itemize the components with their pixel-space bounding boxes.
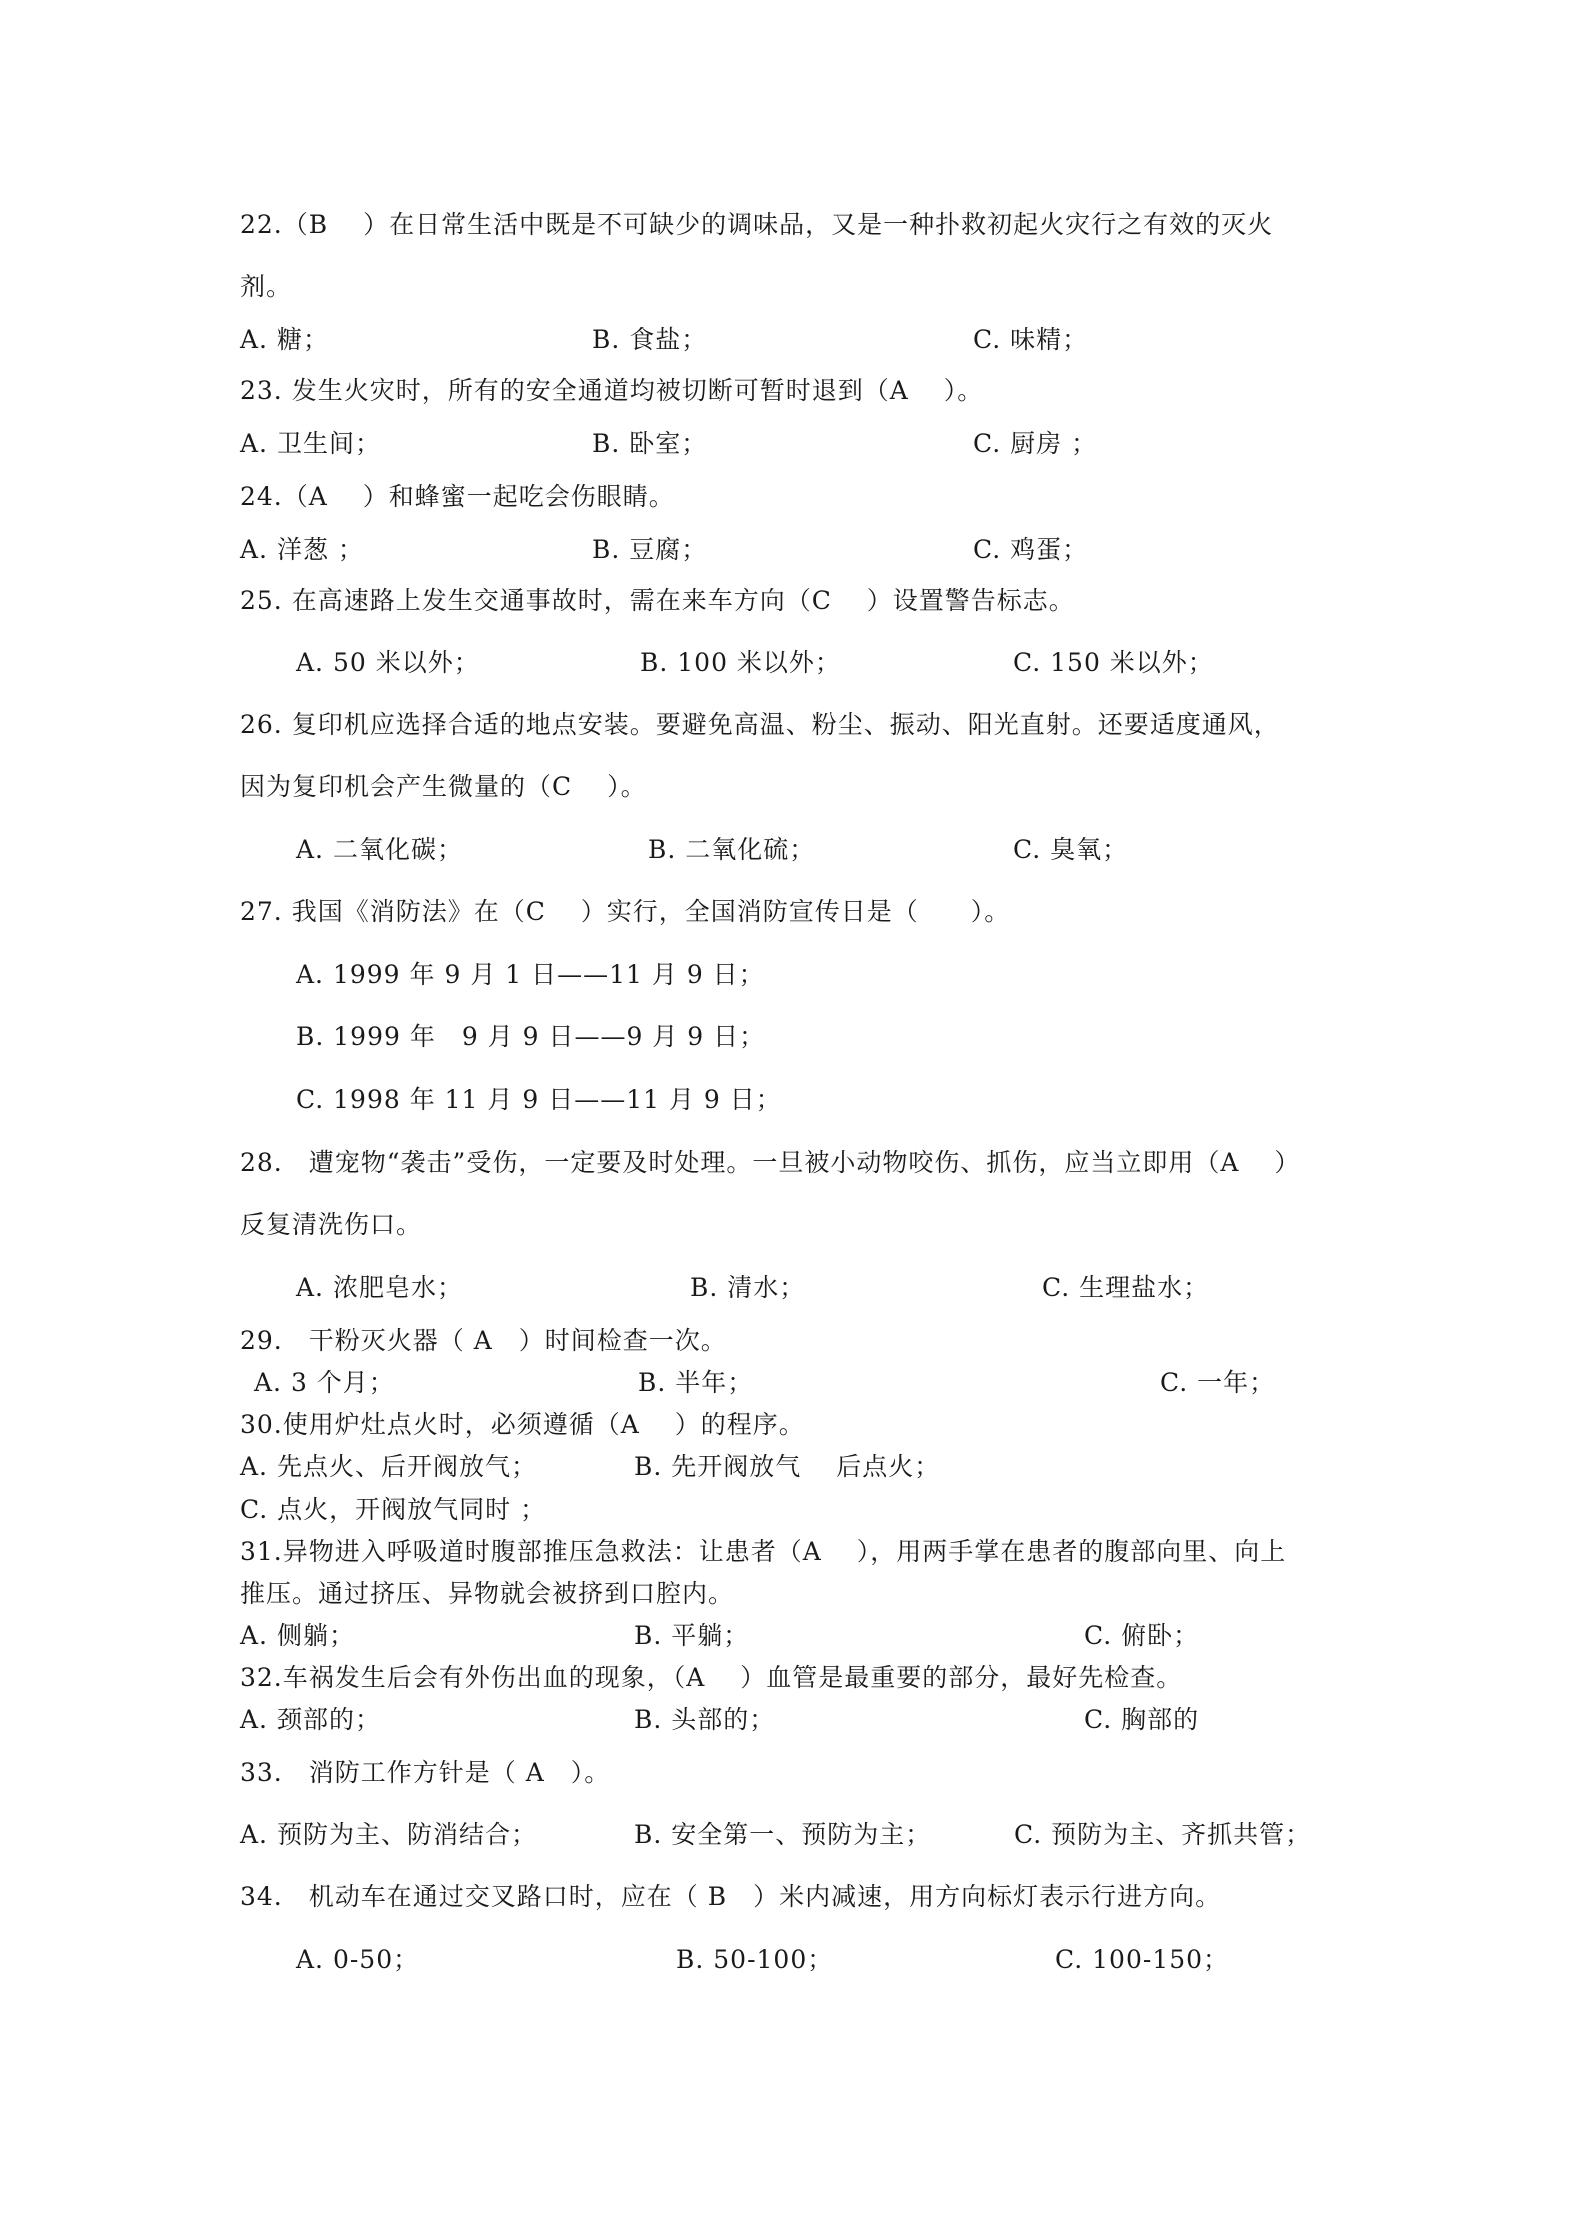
- question-25-option-a: A. 50 米以外；: [296, 648, 480, 677]
- question-33-option-c: C. 预防为主、齐抓共管；: [1014, 1820, 1312, 1849]
- question-31-text-line-2: 推压。通过挤压、异物就会被挤到口腔内。: [240, 1579, 735, 1608]
- question-32-text: 32.车祸发生后会有外伤出血的现象，（A ）血管是最重要的部分，最好先检查。: [240, 1663, 1183, 1692]
- question-30-option-c: C. 点火，开阀放气同时 ；: [240, 1495, 547, 1524]
- question-27-option-b: B. 1999 年 9 月 9 日——9 月 9 日；: [296, 1022, 766, 1051]
- question-33-option-a: A. 预防为主、防消结合；: [240, 1820, 537, 1849]
- question-34-text: 34. 机动车在通过交叉路口时，应在（ B ）米内减速，用方向标灯表示行进方向。: [240, 1882, 1222, 1911]
- question-28-option-c: C. 生理盐水；: [1042, 1273, 1210, 1302]
- question-31-option-a: A. 侧躺；: [240, 1621, 355, 1650]
- question-22-option-b: B. 食盐；: [592, 325, 708, 354]
- question-30-option-a: A. 先点火、后开阀放气；: [240, 1452, 537, 1481]
- question-27-option-c: C. 1998 年 11 月 9 日——11 月 9 日；: [296, 1085, 782, 1114]
- question-34-option-b: B. 50-100；: [676, 1945, 834, 1974]
- question-26-text-line-2: 因为复印机会产生微量的（C ）。: [240, 772, 647, 801]
- question-28-option-a: A. 浓肥皂水；: [296, 1273, 463, 1302]
- question-26-option-b: B. 二氧化硫；: [648, 835, 816, 864]
- question-32-option-a: A. 颈部的；: [240, 1705, 381, 1734]
- question-24-text: 24.（A ）和蜂蜜一起吃会伤眼睛。: [240, 482, 675, 511]
- question-34-option-a: A. 0-50；: [296, 1945, 420, 1974]
- question-31-option-c: C. 俯卧；: [1084, 1621, 1200, 1650]
- question-28-text-line-2: 反复清洗伤口。: [240, 1210, 423, 1239]
- question-24-option-a: A. 洋葱 ；: [240, 535, 364, 564]
- question-22-text-line-2: 剂。: [240, 272, 293, 301]
- question-23-text: 23. 发生火灾时，所有的安全通道均被切断可暂时退到（A ）。: [240, 376, 984, 405]
- question-34-option-c: C. 100-150；: [1055, 1945, 1230, 1974]
- question-22-text-line-1: 22.（B ）在日常生活中既是不可缺少的调味品，又是一种扑救初起火灾行之有效的灭火: [240, 210, 1274, 239]
- question-25-option-c: C. 150 米以外；: [1013, 648, 1214, 677]
- question-30-option-b: B. 先开阀放气 后点火；: [634, 1452, 941, 1481]
- question-30-text: 30.使用炉灶点火时，必须遵循（A ）的程序。: [240, 1410, 805, 1439]
- question-22-option-c: C. 味精；: [973, 325, 1089, 354]
- question-32-option-c: C. 胸部的: [1084, 1705, 1200, 1734]
- question-26-option-c: C. 臭氧；: [1013, 835, 1129, 864]
- question-26-text-line-1: 26. 复印机应选择合适的地点安装。要避免高温、粉尘、振动、阳光直射。还要适度通风，: [240, 710, 1280, 739]
- question-22-option-a: A. 糖；: [240, 325, 329, 354]
- question-25-text: 25. 在高速路上发生交通事故时，需在来车方向（C ）设置警告标志。: [240, 586, 1075, 615]
- question-23-option-b: B. 卧室；: [592, 429, 708, 458]
- question-27-option-a: A. 1999 年 9 月 1 日——11 月 9 日；: [296, 960, 765, 989]
- question-31-text-line-1: 31.异物进入呼吸道时腹部推压急救法：让患者（A ），用两手掌在患者的腹部向里、向上: [240, 1537, 1287, 1566]
- question-27-text: 27. 我国《消防法》在（C ）实行，全国消防宣传日是（ ）。: [240, 897, 1011, 926]
- question-23-option-a: A. 卫生间；: [240, 429, 381, 458]
- question-26-option-a: A. 二氧化碳；: [296, 835, 463, 864]
- question-23-option-c: C. 厨房 ；: [973, 429, 1098, 458]
- question-29-option-c: C. 一年；: [1160, 1368, 1276, 1397]
- question-28-option-b: B. 清水；: [690, 1273, 806, 1302]
- question-29-text: 29. 干粉灭火器（ A ）时间检查一次。: [240, 1326, 727, 1355]
- question-31-option-b: B. 平躺；: [634, 1621, 750, 1650]
- question-32-option-b: B. 头部的；: [634, 1705, 776, 1734]
- question-33-option-b: B. 安全第一、预防为主；: [634, 1820, 932, 1849]
- question-33-text: 33. 消防工作方针是（ A ）。: [240, 1758, 611, 1787]
- question-24-option-c: C. 鸡蛋；: [973, 535, 1089, 564]
- question-29-option-b: B. 半年；: [638, 1368, 754, 1397]
- question-29-option-a: A. 3 个月；: [254, 1368, 395, 1397]
- question-25-option-b: B. 100 米以外；: [640, 648, 841, 677]
- question-24-option-b: B. 豆腐；: [592, 535, 708, 564]
- question-28-text-line-1: 28. 遭宠物“袭击”受伤，一定要及时处理。一旦被小动物咬伤、抓伤，应当立即用（A ）: [240, 1148, 1301, 1177]
